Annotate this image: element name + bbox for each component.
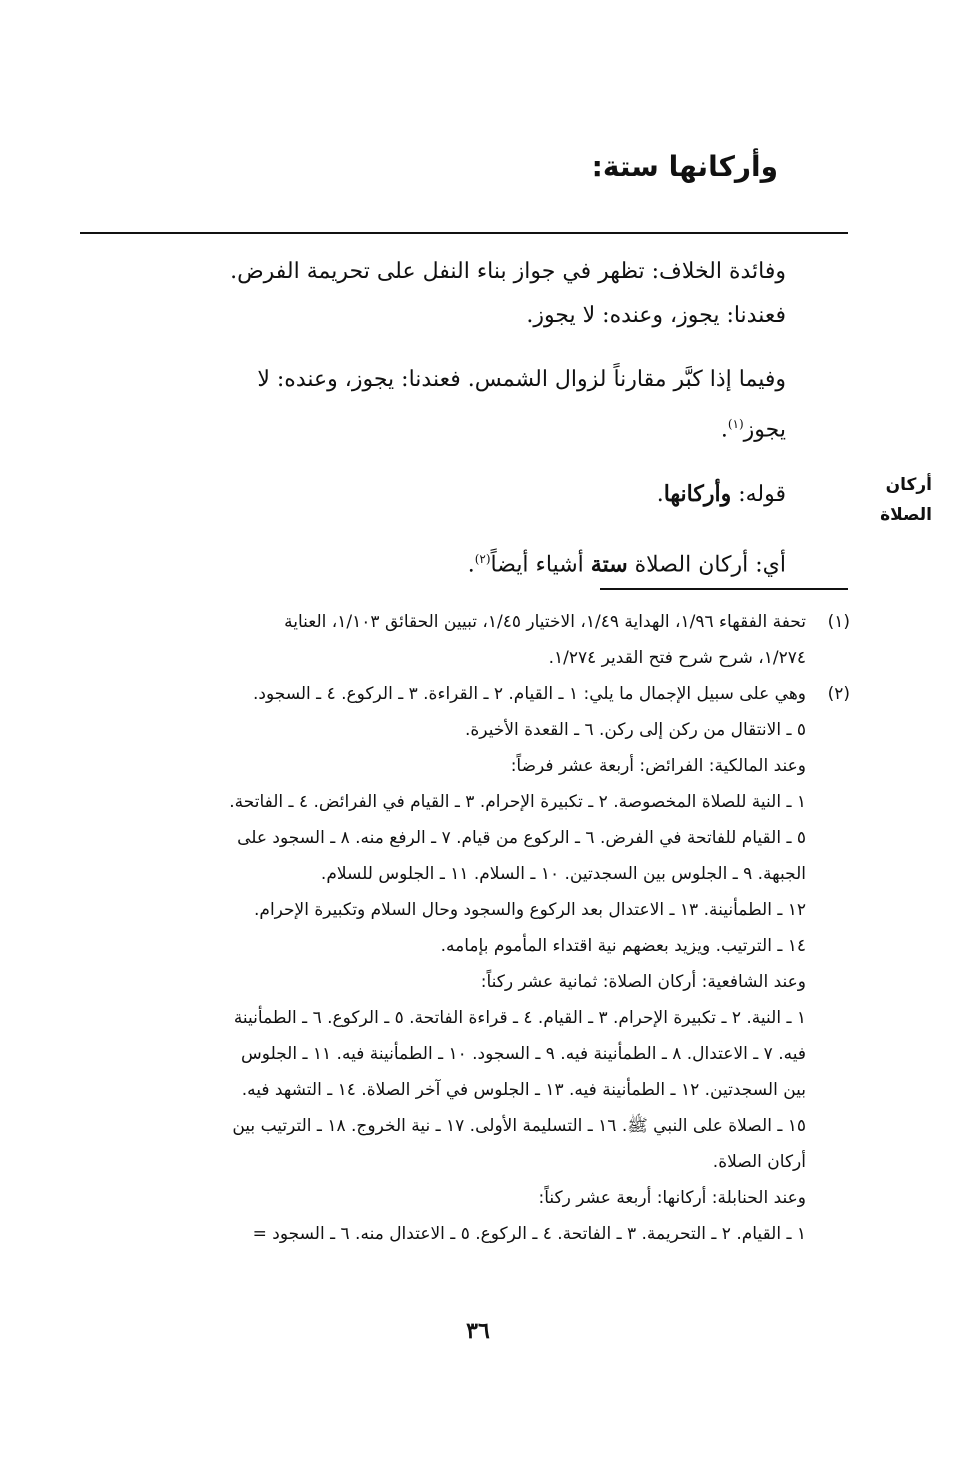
footnote-line: بين السجدتين. ١٢ ـ الطمأنينة فيه. ١٣ ـ الجلوس في آخر الصلاة. ١٤ ـ التشهد فيه.: [241, 1080, 806, 1100]
paragraph-line: وفائدة الخلاف: تظهر في جواز بناء النفل على تحريمة الفرض.: [230, 259, 786, 284]
footnotes: [80, 604, 850, 1252]
footnote-line: أركان الصلاة.: [712, 1152, 806, 1172]
footnote-line: ١ ـ النية للصلاة المخصوصة. ٢ ـ تكبيرة الإحرام. ٣ ـ القيام في الفرائض. ٤ ـ الفاتحة.: [229, 792, 806, 812]
paragraph-text: .: [467, 552, 475, 578]
footnote-line: وهي على سبيل الإجمال ما يلي: ١ ـ القيام. ٢ ـ القراءة. ٣ ـ الركوع. ٤ ـ السجود.: [252, 684, 806, 704]
footnote-line: ١ ـ النية. ٢ ـ تكبيرة الإحرام. ٣ ـ القيام. ٤ ـ قراءة الفاتحة. ٥ ـ الركوع. ٦ ـ الطمأنينة: [233, 1008, 806, 1028]
footnote: [80, 676, 850, 1252]
margin-note-line: أركان: [885, 475, 932, 495]
footnote-line: وعند الشافعية: أركان الصلاة: ثمانية عشر ركناً:: [480, 972, 806, 992]
paragraph-line: فعندنا: يجوز، وعنده: لا يجوز.: [526, 303, 786, 328]
footnote-line: ١/٢٧٤، شرح شرح فتح القدير ١/٢٧٤.: [548, 648, 806, 668]
footnote-number: (٢): [827, 684, 850, 704]
page-number: ٣٦: [466, 1318, 490, 1344]
paragraph-text: .: [720, 417, 728, 443]
paragraph-text: قوله:: [731, 482, 786, 508]
paragraph-text: يجوز: [743, 417, 786, 443]
footnote-line: ١٤ ـ الترتيب. ويزيد بعضهم نية اقتداء المأموم بإمامه.: [440, 936, 806, 956]
paragraph-text: أي: أركان الصلاة: [627, 552, 786, 578]
bold-term: وأركانها: [663, 481, 732, 508]
footnote: [80, 604, 850, 676]
footnote-line: ١٥ ـ الصلاة على النبي ﷺ. ١٦ ـ التسليمة الأولى. ١٧ ـ نية الخروج. ١٨ ـ الترتيب بين: [232, 1116, 806, 1136]
footnote-divider: [600, 588, 848, 590]
footnote-line: فيه. ٧ ـ الاعتدال. ٨ ـ الطمأنينة فيه. ٩ ـ السجود. ١٠ ـ الطمأنينة فيه. ١١ ـ الجلوس: [241, 1044, 806, 1064]
paragraph-text: أشياء أيضاً: [490, 552, 591, 578]
footnote-line: الجبهة. ٩ ـ الجلوس بين السجدتين. ١٠ ـ السلام. ١١ ـ الجلوس للسلام.: [320, 864, 806, 884]
paragraph-text: .: [656, 482, 664, 508]
footnote-number: (١): [827, 612, 850, 632]
footnote-line: ٥ ـ القيام للفاتحة في الفرض. ٦ ـ الركوع من قيام. ٧ ـ الرفع منه. ٨ ـ السجود على: [237, 828, 806, 848]
footnote-line: ١ ـ القيام. ٢ ـ التحريمة. ٣ ـ الفاتحة. ٤ ـ الركوع. ٥ ـ الاعتدال منه. ٦ ـ السجود =: [252, 1224, 806, 1244]
footnote-line: تحفة الفقهاء ١/٩٦، الهداية ١/٤٩، الاختيار ١/٤٥، تبيين الحقائق ١/١٠٣، العناية: [284, 612, 806, 632]
paragraph-line: وفيما إذا كبَّر مقارناً لزوال الشمس. فعندنا: يجوز، وعنده: لا: [257, 367, 786, 392]
footnote-reference[interactable]: (١): [727, 417, 744, 431]
margin-note: [872, 470, 932, 530]
paragraph-line: [80, 472, 786, 517]
bold-term: ستة: [590, 551, 628, 578]
paragraph-line: [80, 402, 786, 452]
footnote-line: وعند المالكية: الفرائض: أربعة عشر فرضاً:: [510, 756, 806, 776]
section-heading: وأركانها ستة:: [591, 150, 778, 183]
footnote-reference[interactable]: (٢): [474, 552, 491, 567]
paragraph-line: [80, 537, 786, 587]
footnote-line: ١٢ ـ الطمأنينة. ١٣ ـ الاعتدال بعد الركوع والسجود وحال السلام وتكبيرة الإحرام.: [254, 900, 806, 920]
main-text: [80, 250, 786, 588]
footnote-line: ٥ ـ الانتقال من ركن إلى ركن. ٦ ـ القعدة الأخيرة.: [465, 720, 806, 740]
paragraph-gap: [80, 517, 786, 537]
paragraph-gap: [80, 452, 786, 472]
header-divider: [80, 232, 848, 234]
footnote-line: وعند الحنابلة: أركانها: أربعة عشر ركناً:: [538, 1188, 806, 1208]
paragraph-gap: [80, 338, 786, 358]
margin-note-line: الصلاة: [880, 505, 932, 525]
